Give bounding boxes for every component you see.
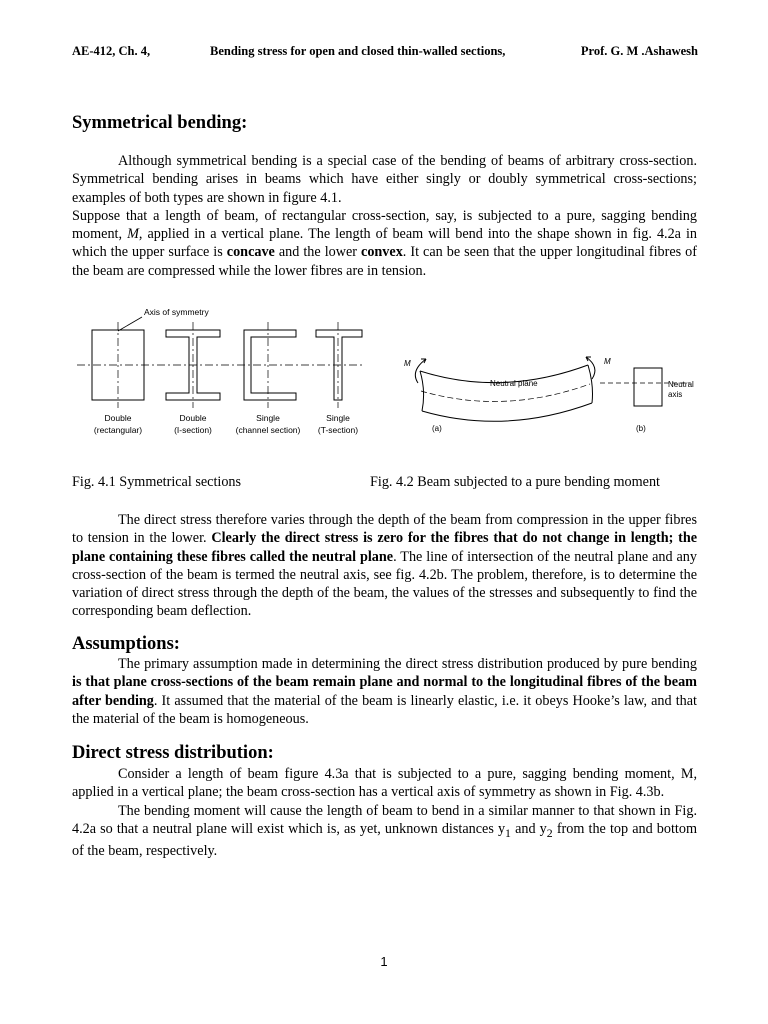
axis-pointer-line [118,317,142,331]
heading-assumptions: Assumptions: [72,634,180,654]
i-label-2: (I-section) [174,425,212,435]
cross-section-box [634,368,662,406]
neutral-plane-label: Neutral plane [490,379,538,388]
channel-label-2: (channel section) [235,425,301,435]
page-header [72,44,698,60]
section-distribution-text [72,765,697,860]
header-course: AE-412, Ch. 4, [72,44,151,58]
rect-label-2: (rectangular) [93,425,143,435]
heading-direct-stress-distribution: Direct stress distribution: [72,743,274,763]
paragraph: Suppose that a length of beam, of rectangular cross-section, say, is subjected to a pure, sagging bending moment, M, applied in a vertical plane. The length of beam will bend into the shape shown in fig. 4.2a in which the upper surface is concave and the lower convex. It can be seen that the upper longitudinal fibres of the beam are compressed while the lower fibres are in tension. [72,207,698,279]
header-topic: Bending stress for open and closed thin-walled sections, [210,44,506,58]
rect-label-1: Double [104,413,132,423]
paragraph: Although symmetrical bending is a special case of the bending of beams of arbitrary cross-section. Symmetrical bending arises in beams which have either singly or doubly symmetrical cross-sections; examples of both types are shown in figure 4.1. [72,153,697,206]
section-symmetrical-text [72,152,697,280]
figure-4-1-symmetrical-sections [72,300,372,445]
paragraph: The primary assumption made in determining the direct stress distribution produced by pure bending is that plane cross-sections of the beam remain plane and normal to the longitudinal fibres of the beam after bending. It assumed that the material of the beam is linearly elastic, i.e. it obeys Hooke’s law, and that the material of the beam is homogeneous. [72,656,697,727]
header-author: Prof. G. M .Ashawesh [580,44,698,58]
i-label-1: Double [179,413,207,423]
figure-4-2-caption: Fig. 4.2 Beam subjected to a pure bending moment [370,474,660,490]
t-label-2: (T-section) [317,425,359,435]
neutral-axis-label-1: Neutral [668,380,694,389]
page-number: 1 [380,954,388,969]
figure-4-1-caption: Fig. 4.1 Symmetrical sections [72,474,242,490]
neutral-axis-label-2: axis [668,390,683,399]
section-neutral-plane-text [72,511,697,621]
heading-symmetrical-bending: Symmetrical bending: [72,113,248,133]
paragraph: The bending moment will cause the length of beam to bend in a similar manner to that shown in Fig. 4.2a so that a neutral plane will exist which is, as yet, unknown distances $y_1$ and $y_2$ from the top and bottom of the beam, respectively. [72,802,697,860]
paragraph: Consider a length of beam figure 4.3a that is subjected to a pure, sagging bending moment, M, applied in a vertical plane; the beam cross-section has a vertical axis of symmetry as shown in Fig. 4.3b. [72,766,697,801]
moment-label-right: M [604,357,611,366]
channel-label-1: Single [256,413,280,423]
paragraph: The direct stress therefore varies through the depth of the beam from compression in the upper fibres to tension in the lower. Clearly the direct stress is zero for the fibres that do not change in length; the plane containing these fibres called the neutral plane. The line of intersection of the neutral plane and any cross-section of the beam is termed the neutral axis, see fig. 4.2b. The problem, therefore, is to determine the variation of direct stress through the depth of the beam, the values of the stresses and subsequently to find the corresponding beam deflection. [72,512,698,620]
figure-4-2-beam-bending [400,335,700,440]
beam-right-end [588,365,593,403]
section-assumptions-text [72,655,697,728]
axis-of-symmetry-label: Axis of symmetry [144,307,209,317]
figure-part-b-label: (b) [636,424,646,433]
beam-bottom-edge [422,403,592,421]
figure-part-a-label: (a) [432,424,442,433]
t-label-1: Single [326,413,350,423]
moment-label-left: M [404,359,411,368]
